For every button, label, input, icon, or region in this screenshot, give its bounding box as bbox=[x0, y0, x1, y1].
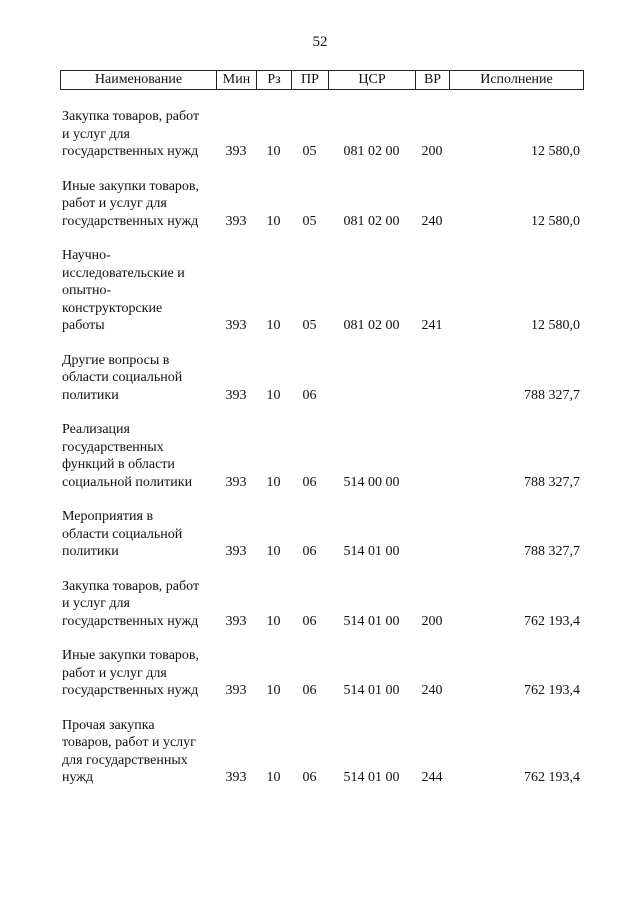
cell-vr: 244 bbox=[421, 770, 443, 785]
cell-isp: 762 193,4 bbox=[524, 613, 580, 629]
cell-isp: 788 327,7 bbox=[524, 474, 580, 490]
cell-rz: 10 bbox=[266, 770, 281, 785]
cell-min: 393 bbox=[225, 683, 247, 698]
cell-vr: 241 bbox=[421, 318, 443, 333]
cell-name: Иные закупки товаров, работ и услуг для государственных нужд bbox=[62, 648, 200, 698]
cell-name: Научно- исследовательские и опытно- конструкторские работы bbox=[62, 248, 185, 333]
header-csr: ЦСР bbox=[329, 71, 416, 89]
page-number: 52 bbox=[312, 34, 328, 50]
header-name: Наименование bbox=[61, 71, 217, 89]
cell-csr: 514 01 00 bbox=[343, 683, 400, 698]
table-row bbox=[60, 352, 582, 405]
cell-rz: 10 bbox=[266, 318, 281, 333]
cell-min: 393 bbox=[225, 544, 247, 559]
cell-vr: 240 bbox=[421, 213, 443, 229]
cell-pr: 06 bbox=[302, 387, 317, 403]
cell-min: 393 bbox=[225, 613, 247, 629]
cell-pr: 06 bbox=[302, 683, 317, 698]
cell-name: Другие вопросы в области социальной политики bbox=[62, 352, 183, 403]
cell-min: 393 bbox=[225, 474, 247, 490]
table-row bbox=[60, 578, 582, 631]
table-row bbox=[60, 178, 582, 231]
cell-min: 393 bbox=[225, 144, 247, 159]
table-header bbox=[60, 70, 584, 90]
cell-pr: 05 bbox=[302, 144, 317, 159]
cell-rz: 10 bbox=[266, 387, 281, 403]
table-row bbox=[60, 647, 582, 700]
cell-csr: 081 02 00 bbox=[343, 213, 400, 229]
cell-rz: 10 bbox=[266, 613, 281, 629]
cell-isp: 12 580,0 bbox=[531, 213, 580, 229]
header-isp: Исполнение bbox=[480, 72, 553, 87]
table-body bbox=[60, 108, 582, 804]
cell-name: Иные закупки товаров, работ и услуг для государственных нужд bbox=[62, 178, 200, 229]
cell-pr: 05 bbox=[302, 318, 317, 333]
cell-min: 393 bbox=[225, 387, 247, 403]
table-row bbox=[60, 108, 582, 161]
cell-rz: 10 bbox=[266, 683, 281, 698]
cell-csr: 514 01 00 bbox=[343, 770, 400, 785]
cell-rz: 10 bbox=[266, 213, 281, 229]
cell-csr: 081 02 00 bbox=[343, 318, 400, 333]
cell-pr: 06 bbox=[302, 474, 317, 490]
table-row bbox=[60, 508, 582, 561]
cell-csr: 514 01 00 bbox=[343, 613, 400, 629]
cell-min: 393 bbox=[225, 213, 247, 229]
cell-isp: 788 327,7 bbox=[524, 544, 580, 559]
header-rz: Рз bbox=[257, 71, 292, 89]
cell-isp: 12 580,0 bbox=[531, 318, 580, 333]
cell-name: Закупка товаров, работ и услуг для государственных нужд bbox=[62, 578, 200, 629]
cell-min: 393 bbox=[225, 770, 247, 785]
cell-name: Реализация государственных функций в области социальной политики bbox=[62, 422, 193, 490]
header-min: Мин bbox=[217, 71, 257, 89]
cell-csr: 081 02 00 bbox=[343, 144, 400, 159]
cell-rz: 10 bbox=[266, 474, 281, 490]
cell-pr: 06 bbox=[302, 544, 317, 559]
cell-rz: 10 bbox=[266, 544, 281, 559]
cell-isp: 12 580,0 bbox=[531, 144, 580, 159]
cell-rz: 10 bbox=[266, 144, 281, 159]
table-row bbox=[60, 247, 582, 335]
table-row bbox=[60, 421, 582, 491]
cell-name: Мероприятия в области социальной политики bbox=[62, 509, 183, 559]
cell-pr: 06 bbox=[302, 770, 317, 785]
cell-pr: 05 bbox=[302, 213, 317, 229]
cell-csr: 514 00 00 bbox=[343, 474, 400, 490]
cell-vr: 200 bbox=[421, 144, 443, 159]
cell-isp: 762 193,4 bbox=[524, 770, 580, 785]
cell-isp: 762 193,4 bbox=[524, 683, 580, 698]
cell-name: Прочая закупка товаров, работ и услуг для государственных нужд bbox=[62, 717, 196, 785]
cell-isp: 788 327,7 bbox=[524, 387, 580, 403]
header-pr: ПР bbox=[292, 71, 329, 89]
cell-vr: 200 bbox=[421, 613, 443, 629]
cell-vr: 240 bbox=[421, 683, 443, 698]
header-vr: ВР bbox=[416, 71, 450, 89]
table-row bbox=[60, 717, 582, 787]
cell-pr: 06 bbox=[302, 613, 317, 629]
cell-min: 393 bbox=[225, 318, 247, 333]
cell-name: Закупка товаров, работ и услуг для государственных нужд bbox=[62, 109, 200, 159]
cell-csr: 514 01 00 bbox=[343, 544, 400, 559]
